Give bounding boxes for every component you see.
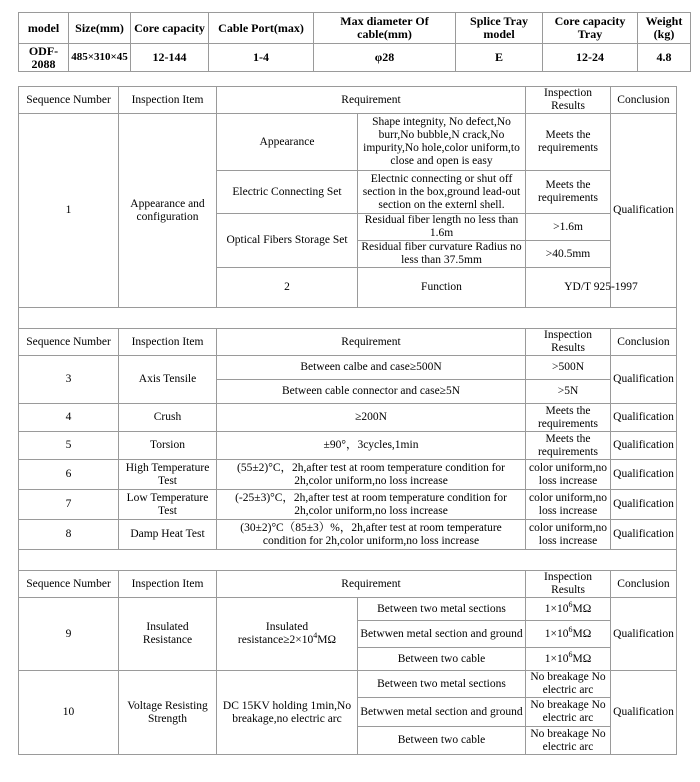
conclusion-cell: Qualification (611, 460, 677, 490)
conclusion-cell: Qualification (611, 598, 677, 671)
requirement-cell: Between calbe and case≥500N (217, 356, 526, 380)
header-sequence: Sequence Number (19, 571, 119, 598)
unit: MΩ (572, 627, 592, 640)
requirement-cell (217, 598, 358, 671)
spec-header-cell: Splice Tray model (456, 13, 543, 44)
item-cell: Voltage Resisting Strength (119, 671, 217, 755)
spec-value-cell: 485×310×45 (69, 44, 131, 72)
table-row (19, 460, 677, 490)
exponent: 6 (568, 649, 573, 659)
sub-condition-cell: Between two metal sections (358, 671, 526, 698)
spec-table (18, 12, 691, 72)
sub-condition-cell: Between two cable (358, 727, 526, 755)
item-cell: Insulated Resistance (119, 598, 217, 671)
result-text: 1×10 (544, 652, 569, 665)
requirement-cell: DC 15KV holding 1min,No breakage,no electric arc (217, 671, 358, 755)
spec-value-cell: ODF-2088 (19, 44, 69, 72)
requirement-cell: Between cable connector and case≥5N (217, 380, 526, 404)
conclusion-cell: Qualification (611, 671, 677, 755)
sub-item-cell: Electric Connecting Set (217, 171, 358, 214)
conclusion-cell: Qualification (611, 356, 677, 404)
header-results: Inspection Results (526, 329, 611, 356)
sub-condition-cell: Betwwen metal section and ground (358, 621, 526, 648)
exponent: 4 (313, 631, 318, 641)
header-requirement: Requirement (217, 329, 526, 356)
header-requirement: Requirement (217, 571, 526, 598)
header-conclusion: Conclusion (611, 87, 677, 114)
item-cell: Function (358, 268, 526, 308)
result-cell: >500N (526, 356, 611, 380)
spec-header-cell: Weight (kg) (638, 13, 691, 44)
exponent: 6 (568, 624, 573, 634)
table-row (19, 598, 677, 621)
spec-header-cell: Max diameter Of cable(mm) (314, 13, 456, 44)
header-results: Inspection Results (526, 87, 611, 114)
spec-header-cell: model (19, 13, 69, 44)
requirement-cell: ±90°，3cycles,1min (217, 432, 526, 460)
table-row (19, 356, 677, 380)
requirement-cell: Electnic connecting or shut off section in the box,ground lead-out section on the externl shell. (358, 171, 526, 214)
section-gap (19, 550, 677, 571)
table-row (19, 520, 677, 550)
header-conclusion: Conclusion (611, 571, 677, 598)
sequence-cell: 9 (19, 598, 119, 671)
requirement-cell: (55±2)°C，2h,after test at room temperature condition for 2h,color uniform,no loss increase (217, 460, 526, 490)
table-row (19, 432, 677, 460)
sequence-cell: 3 (19, 356, 119, 404)
sequence-cell: 10 (19, 671, 119, 755)
conclusion-cell: Qualification (611, 432, 677, 460)
gap-cell (19, 550, 677, 571)
table-row (19, 404, 677, 432)
unit: MΩ (572, 652, 592, 665)
result-cell: Meets the requirements (526, 432, 611, 460)
result-text: 1×10 (544, 602, 569, 615)
spec-value-cell: φ28 (314, 44, 456, 72)
spec-header-row (19, 13, 691, 44)
sub-condition-cell: Between two metal sections (358, 598, 526, 621)
spec-header-cell: Core capacity (131, 13, 209, 44)
result-cell (526, 648, 611, 671)
sequence-cell: 6 (19, 460, 119, 490)
requirement-cell: (30±2)°C（85±3）%，2h,after test at room temperature condition for 2h,color uniform,no loss increase (217, 520, 526, 550)
item-cell: Torsion (119, 432, 217, 460)
spec-value-cell: 1-4 (209, 44, 314, 72)
item-cell: Damp Heat Test (119, 520, 217, 550)
spec-value-cell: E (456, 44, 543, 72)
conclusion-cell: Qualification (611, 520, 677, 550)
item-cell: Appearance and configuration (119, 114, 217, 308)
table-row (19, 490, 677, 520)
spec-header-cell: Core capacity Tray (543, 13, 638, 44)
sub-condition-cell: Betwwen metal section and ground (358, 698, 526, 727)
header-requirement: Requirement (217, 87, 526, 114)
result-cell: No breakage No electric arc (526, 698, 611, 727)
exponent: 6 (568, 599, 573, 609)
unit: MΩ (572, 602, 592, 615)
spec-value-cell: 12-144 (131, 44, 209, 72)
result-cell: Meets the requirements (526, 171, 611, 214)
sequence-cell: 2 (217, 268, 358, 308)
sub-item-cell: Appearance (217, 114, 358, 171)
sequence-cell: 4 (19, 404, 119, 432)
item-cell: Crush (119, 404, 217, 432)
result-cell: >40.5mm (526, 241, 611, 268)
sequence-cell: 5 (19, 432, 119, 460)
header-sequence: Sequence Number (19, 329, 119, 356)
spec-value-row (19, 44, 691, 72)
result-cell (526, 598, 611, 621)
table-header-row (19, 87, 677, 114)
result-cell: No breakage No electric arc (526, 671, 611, 698)
sequence-cell: 8 (19, 520, 119, 550)
requirement-cell: ≥200N (217, 404, 526, 432)
conclusion-cell: Qualification (611, 114, 677, 308)
header-conclusion: Conclusion (611, 329, 677, 356)
sub-item-cell: Optical Fibers Storage Set (217, 214, 358, 268)
result-cell: Meets the requirements (526, 114, 611, 171)
result-cell: color uniform,no loss increase (526, 490, 611, 520)
result-cell: Meets the requirements (526, 404, 611, 432)
result-cell: No breakage No electric arc (526, 727, 611, 755)
sequence-cell: 7 (19, 490, 119, 520)
table-row (19, 671, 677, 698)
header-results: Inspection Results (526, 571, 611, 598)
result-cell: >5N (526, 380, 611, 404)
table-header-row (19, 571, 677, 598)
header-item: Inspection Item (119, 87, 217, 114)
result-cell: color uniform,no loss increase (526, 460, 611, 490)
conclusion-cell: Qualification (611, 404, 677, 432)
item-cell: High Temperature Test (119, 460, 217, 490)
spec-header-cell: Cable Port(max) (209, 13, 314, 44)
requirement-cell: Residual fiber curvature Radius no less than 37.5mm (358, 241, 526, 268)
requirement-cell: (-25±3)°C，2h,after test at room temperature condition for 2h,color uniform,no loss increase (217, 490, 526, 520)
sub-condition-cell: Between two cable (358, 648, 526, 671)
unit: MΩ (317, 634, 337, 646)
sequence-cell: 1 (19, 114, 119, 308)
spec-value-cell: 4.8 (638, 44, 691, 72)
header-item: Inspection Item (119, 329, 217, 356)
result-text: 1×10 (544, 627, 569, 640)
conclusion-cell: Qualification (611, 490, 677, 520)
gap-cell (19, 308, 677, 329)
spec-header-cell: Size(mm) (69, 13, 131, 44)
item-cell: Low Temperature Test (119, 490, 217, 520)
table-row (19, 114, 677, 171)
section-gap (19, 308, 677, 329)
inspection-table (18, 86, 677, 755)
header-item: Inspection Item (119, 571, 217, 598)
requirement-cell: Residual fiber length no less than 1.6m (358, 214, 526, 241)
table-header-row (19, 329, 677, 356)
item-cell: Axis Tensile (119, 356, 217, 404)
header-sequence: Sequence Number (19, 87, 119, 114)
result-cell: >1.6m (526, 214, 611, 241)
spec-value-cell: 12-24 (543, 44, 638, 72)
result-cell: color uniform,no loss increase (526, 520, 611, 550)
requirement-cell: Shape integnity, No defect,No burr,No bubble,N crack,No impurity,No hole,color uniform,to close and open is easy (358, 114, 526, 171)
result-cell (526, 621, 611, 648)
requirement-cell: YD/T 925-1997 (526, 268, 677, 308)
requirement-text: Insulated resistance≥2×10 (237, 621, 314, 646)
